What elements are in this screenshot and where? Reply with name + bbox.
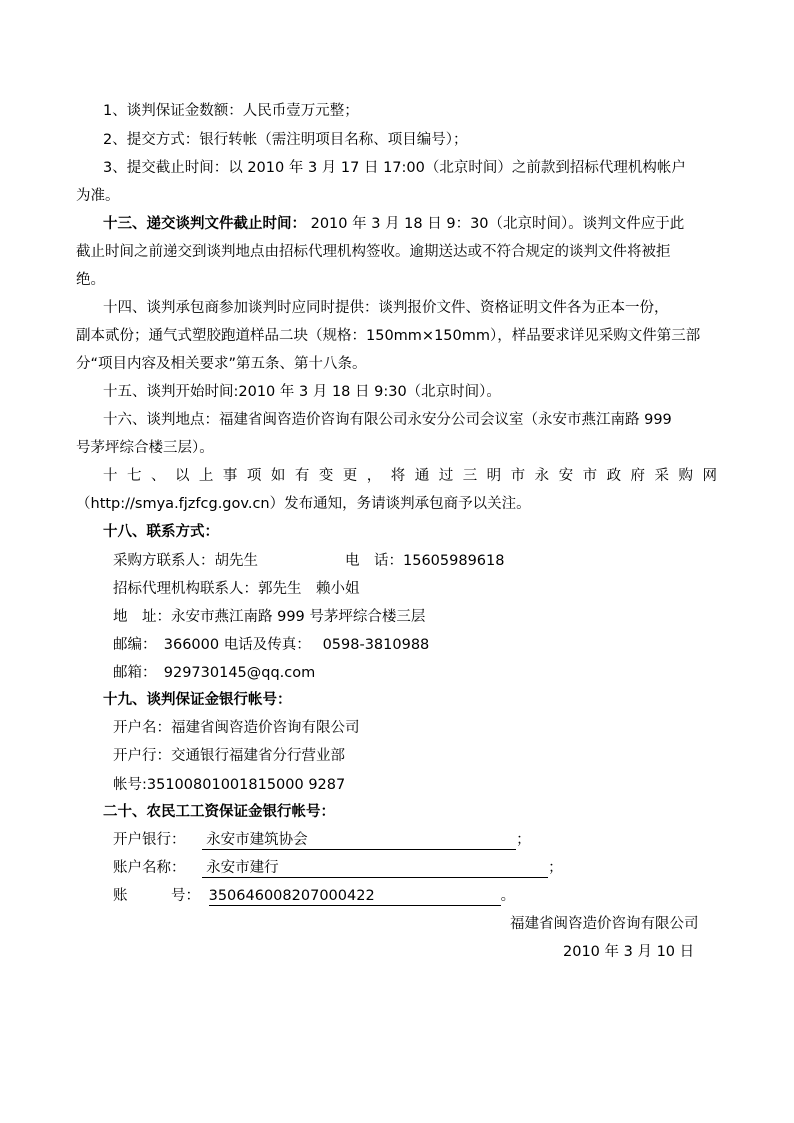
- signature-company: 福建省闽咨造价咨询有限公司: [510, 916, 699, 932]
- signature-date: 2010 年 3 月 10 日: [563, 944, 695, 960]
- section17-line1: 十七、以上事项如有变更，将通过三明市永安市政府采购网: [103, 468, 717, 484]
- wage-bank-value: 永安市建筑协会: [202, 831, 516, 850]
- deposit-bank: 开户行：交通银行福建省分行营业部: [113, 748, 345, 764]
- phone-value: 15605989618: [403, 553, 505, 569]
- section20-title: 二十、农民工工资保证金银行帐号：: [103, 804, 335, 820]
- section13-text: 2010 年 3 月 18 日 9：30（北京时间）。谈判文件应于此: [306, 216, 685, 232]
- section13-title: 十三、递交谈判文件截止时间：: [103, 216, 306, 232]
- agent-contact: 招标代理机构联系人：郭先生 赖小姐: [113, 581, 360, 597]
- section14-line2: 副本贰份；通气式塑胶跑道样品二块（规格：150mm×150mm），样品要求详见采购文件第三部: [76, 328, 701, 344]
- wage-account-name-value: 永安市建行: [202, 859, 548, 878]
- wage-bank-label: 开户银行：: [113, 832, 186, 848]
- deposit-account-name: 开户名：福建省闽咨造价咨询有限公司: [113, 720, 360, 736]
- wage-account-name-label: 账户名称：: [113, 860, 186, 876]
- section14-line3: 分“项目内容及相关要求”第五条、第十八条。: [76, 356, 367, 372]
- section18-title: 十八、联系方式：: [103, 524, 219, 540]
- deposit-deadline-line2: 为准。: [76, 188, 120, 204]
- section15-line1: 十五、谈判开始时间:2010 年 3 月 18 日 9:30（北京时间）。: [103, 384, 501, 400]
- deposit-method: 2、提交方式：银行转帐（需注明项目名称、项目编号）；: [103, 132, 468, 148]
- deposit-deadline-line1: 3、提交截止时间：以 2010 年 3 月 17 日 17:00（北京时间）之前款到招标代理机构帐户: [103, 160, 686, 176]
- phone-label: 电 话：: [345, 553, 403, 569]
- wage-account-number-end: 。: [500, 888, 516, 904]
- wage-account-number-value: 350646008207000422: [209, 887, 501, 906]
- wage-account-name-row: [113, 858, 563, 878]
- section13-line1: [103, 214, 684, 234]
- section16-line1: 十六、谈判地点：福建省闽咨造价咨询有限公司永安分公司会议室（永安市燕江南路 999: [103, 412, 672, 428]
- postcode-fax: 邮编： 366000 电话及传真： 0598-3810988: [113, 637, 430, 653]
- wage-bank-end: ；: [516, 832, 531, 848]
- contact-address: 地 址：永安市燕江南路 999 号茅坪综合楼三层: [113, 609, 426, 625]
- wage-account-name-end: ；: [548, 860, 563, 876]
- section17-line2: （http://smya.fjzfcg.gov.cn）发布通知，务请谈判承包商予以关注。: [76, 496, 531, 512]
- contact-email: 邮箱： 929730145@qq.com: [113, 665, 316, 681]
- wage-bank-row: [113, 830, 531, 850]
- section13-line2: 截止时间之前递交到谈判地点由招标代理机构签收。逾期送达或不符合规定的谈判文件将被拒: [76, 244, 671, 260]
- wage-account-number-label: 账 号：: [113, 888, 200, 904]
- section13-line3: 绝。: [76, 272, 105, 288]
- purchaser-contact: 采购方联系人：胡先生: [113, 553, 258, 569]
- section16-line2: 号茅坪综合楼三层）。: [76, 440, 214, 456]
- deposit-account-number: 帐号:35100801001815000 9287: [113, 777, 346, 793]
- section19-title: 十九、谈判保证金银行帐号：: [103, 692, 292, 708]
- deposit-amount: 1、谈判保证金数额：人民币壹万元整；: [103, 103, 359, 119]
- section14-line1: 十四、谈判承包商参加谈判时应同时提供：谈判报价文件、资格证明文件各为正本一份，: [103, 300, 669, 316]
- purchaser-phone: [345, 551, 504, 571]
- wage-account-number-row: [113, 886, 515, 906]
